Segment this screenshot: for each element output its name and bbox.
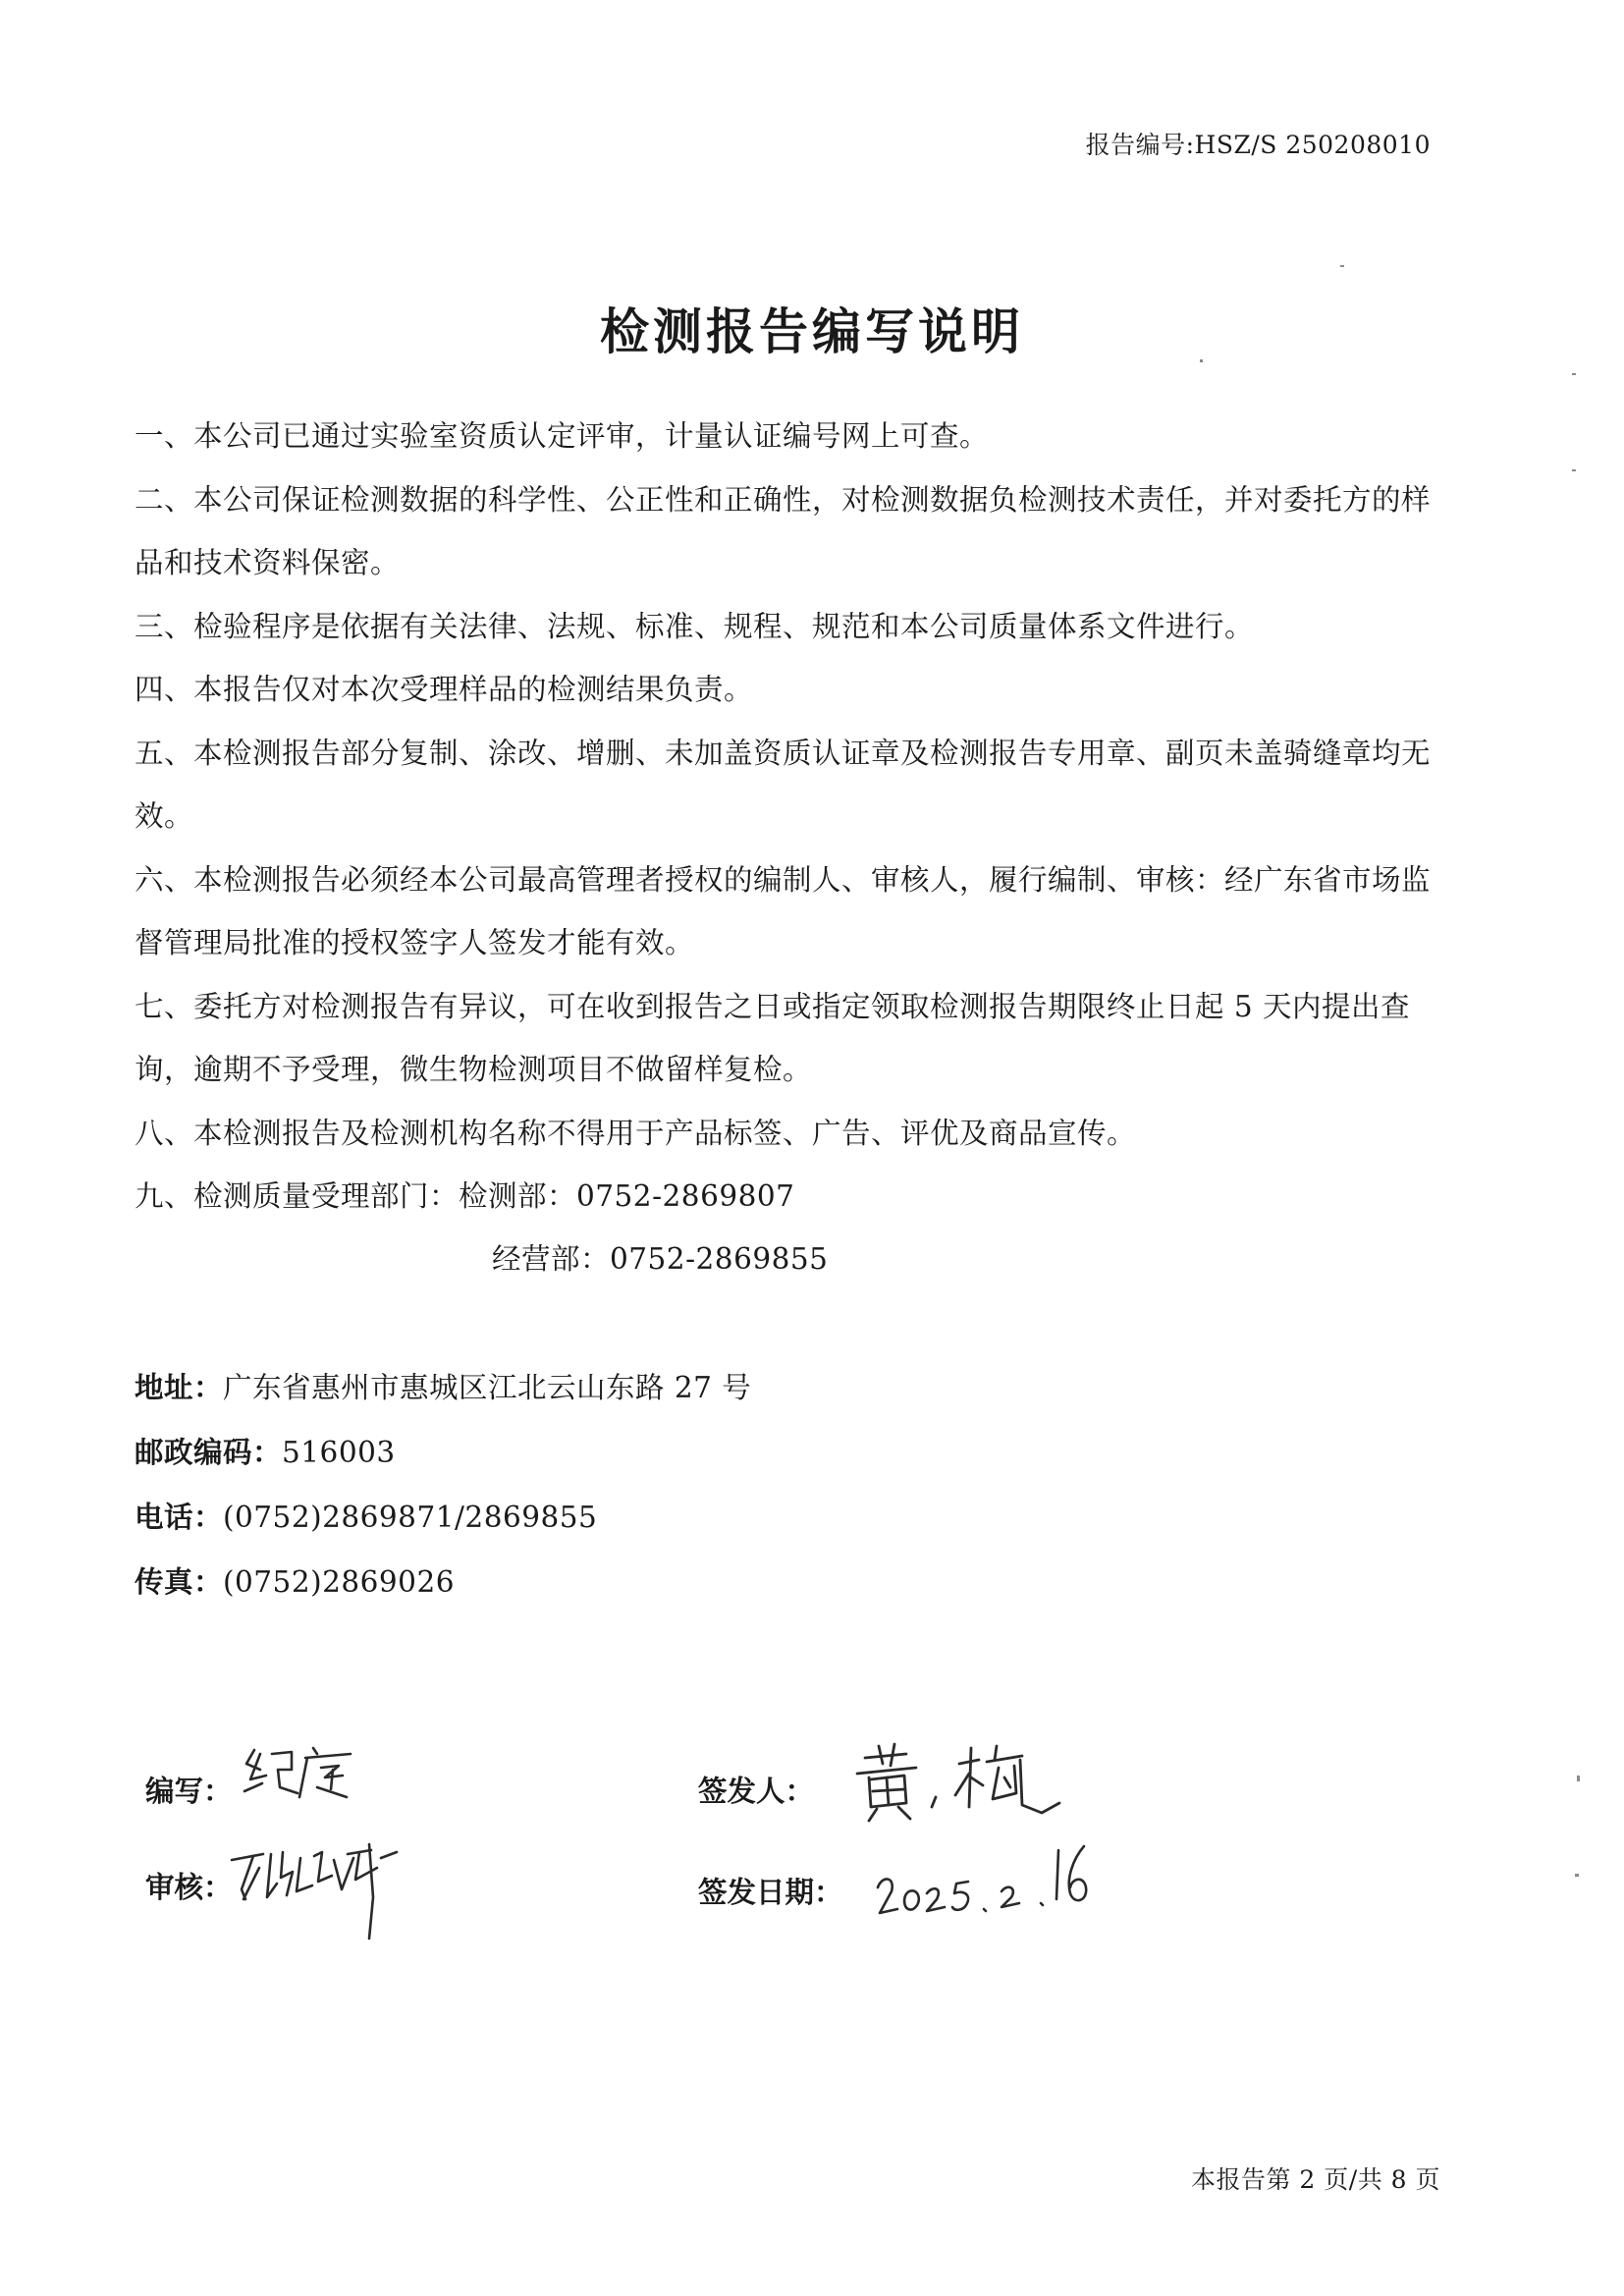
postcode-row bbox=[135, 1420, 751, 1485]
clause-item: 八、本检测报告及检测机构名称不得用于产品标签、广告、评优及商品宣传。 bbox=[135, 1116, 1137, 1150]
phone-row bbox=[135, 1485, 751, 1550]
scan-speck bbox=[1200, 359, 1203, 362]
reviewer-signature bbox=[224, 1838, 420, 1946]
business-dept-phone: 经营部：0752-2869855 bbox=[492, 1242, 829, 1276]
clause-item: 四、本报告仅对本次受理样品的检测结果负责。 bbox=[135, 673, 754, 706]
address-row bbox=[135, 1355, 751, 1420]
clause-item: 九、检测质量受理部门：检测部：0752-2869807 bbox=[135, 1179, 795, 1213]
scan-speck bbox=[1572, 469, 1576, 471]
address-value: 广东省惠州市惠城区江北云山东路 27 号 bbox=[223, 1371, 752, 1404]
scan-speck bbox=[1575, 1874, 1579, 1877]
page-footer: 本报告第 2 页/共 8 页 bbox=[1190, 2165, 1440, 2194]
issue-date-label: 签发日期： bbox=[698, 1875, 843, 1909]
clause-item: 七、委托方对检测报告有异议，可在收到报告之日或指定领取检测报告期限终止日起 5 天内提出查询，逾期不予受理，微生物检测项目不做留样复检。 bbox=[135, 989, 1411, 1086]
author-signature bbox=[241, 1740, 358, 1809]
issuer-label: 签发人： bbox=[698, 1774, 815, 1808]
clause-item: 五、本检测报告部分复制、涂改、增删、未加盖资质认证章及检测报告专用章、副页未盖骑缝章均无效。 bbox=[135, 736, 1432, 833]
postcode-value: 516003 bbox=[282, 1436, 396, 1469]
clause-item: 六、本检测报告必须经本公司最高管理者授权的编制人、审核人，履行编制、审核：经广东省市场监督管理局批准的授权签字人签发才能有效。 bbox=[135, 862, 1432, 959]
scan-speck bbox=[1572, 373, 1576, 375]
fax-label: 传真： bbox=[135, 1564, 224, 1599]
fax-value: (0752)2869026 bbox=[223, 1565, 455, 1599]
clause-item: 二、本公司保证检测数据的科学性、公正性和正确性，对检测数据负检测技术责任，并对委托方的样品和技术资料保密。 bbox=[135, 482, 1432, 579]
postcode-label: 邮政编码： bbox=[135, 1435, 283, 1469]
clause-item: 一、本公司已通过实验室资质认定评审，计量认证编号网上可查。 bbox=[135, 419, 990, 453]
reviewer-label: 审核： bbox=[145, 1870, 233, 1904]
address-label: 地址： bbox=[135, 1370, 224, 1404]
document-title: 检测报告编写说明 bbox=[600, 302, 1024, 360]
issuer-signature bbox=[849, 1738, 1075, 1827]
contact-block bbox=[135, 1355, 751, 1614]
scan-speck bbox=[1577, 1776, 1580, 1781]
issue-date-handwritten bbox=[874, 1836, 1100, 1925]
clause-list bbox=[135, 405, 1450, 1229]
author-label: 编写： bbox=[145, 1774, 233, 1808]
clause-item: 三、检验程序是依据有关法律、法规、标准、规程、规范和本公司质量体系文件进行。 bbox=[135, 609, 1255, 643]
scan-speck bbox=[1340, 265, 1344, 267]
phone-value: (0752)2869871/2869855 bbox=[223, 1501, 598, 1534]
report-number: 报告编号:HSZ/S 250208010 bbox=[1085, 131, 1431, 159]
fax-row bbox=[135, 1550, 751, 1614]
phone-label: 电话： bbox=[135, 1500, 224, 1534]
